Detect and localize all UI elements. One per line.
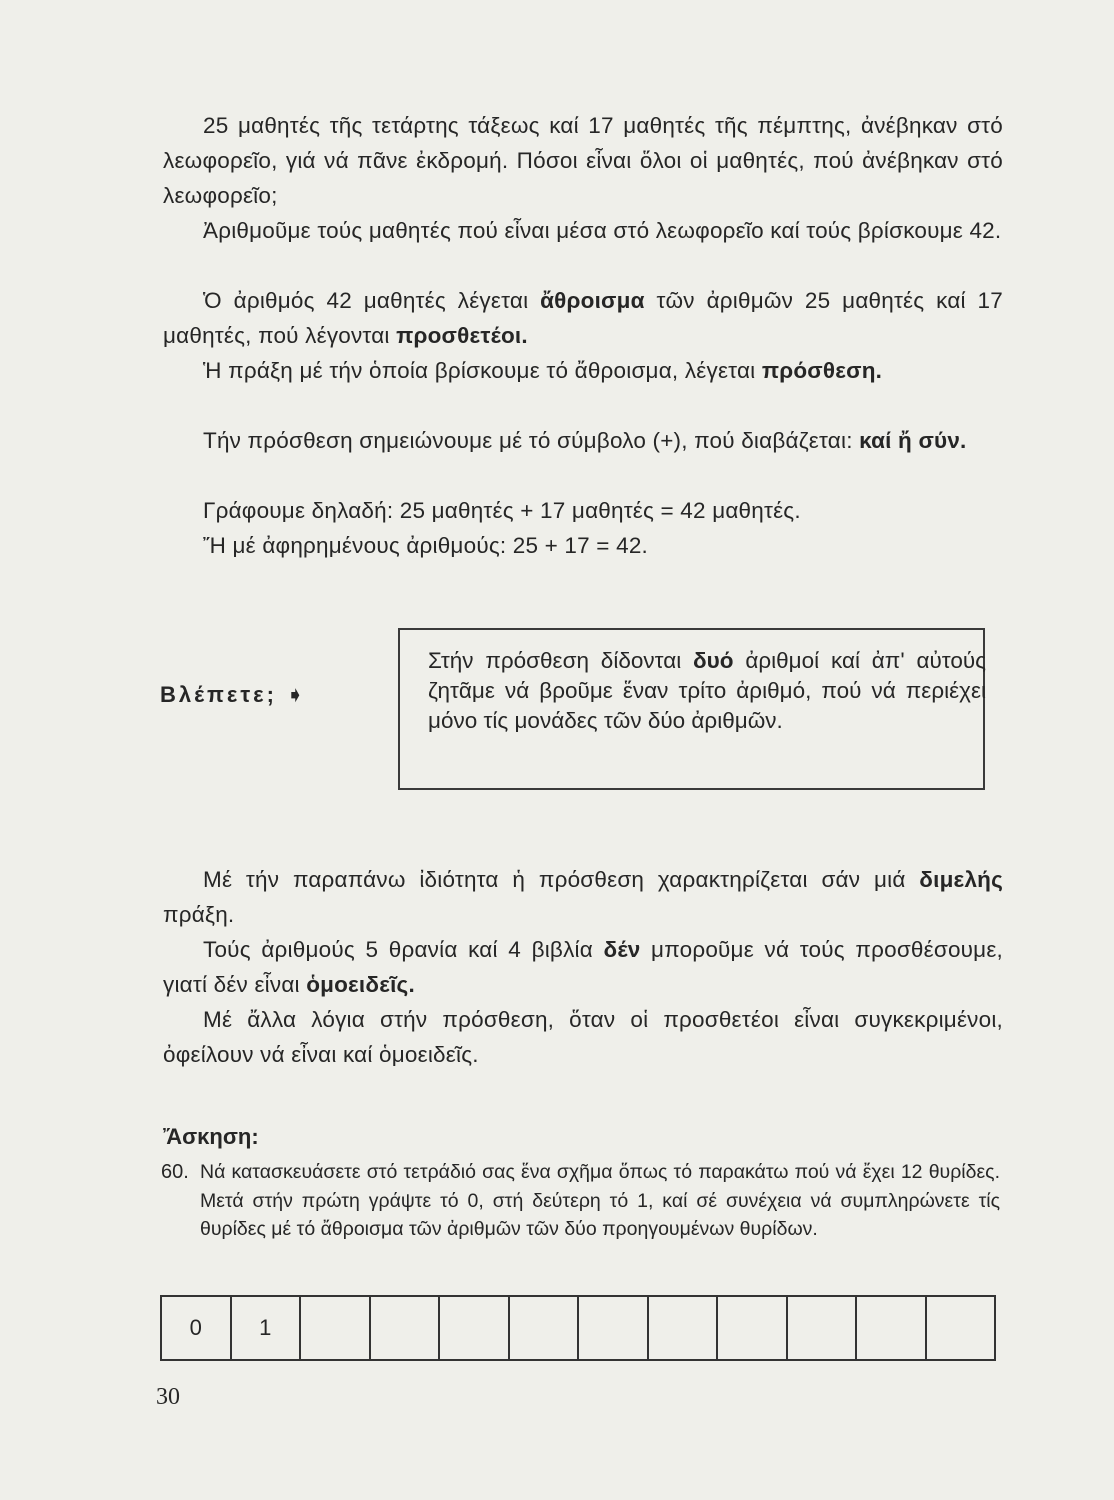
term-plus-reading: καί ἤ σύν. <box>859 428 967 453</box>
grid-cell <box>301 1297 371 1361</box>
counting-text: Ἀριθμοῦμε τούς μαθητές πού εἶναι μέσα στό λεωφορεῖο καί τούς βρίσκουμε 42. <box>203 218 1002 243</box>
example-abstract-text: Ἤ μέ ἀφηρημένους ἀριθμούς: 25 + 17 = 42. <box>203 533 648 558</box>
problem-text: 25 μαθητές τῆς τετάρτης τάξεως καί 17 μαθητές τῆς πέμπτης, ἀνέβηκαν στό λεωφορεῖο, γιά νά πᾶνε ἐκδρομή. Πόσοι εἶναι ὅλοι οἱ μαθητές, πού ἀνέβηκαν στό λεωφορεῖο; <box>163 113 1003 208</box>
grid-cell <box>371 1297 441 1361</box>
rule-text-1: Στήν πρόσθεση δίδονται <box>428 648 694 673</box>
look-label <box>160 682 307 708</box>
homog-text-2: μποροῦμε νά τούς προσθέσουμε, γιατί δέν εἶναι <box>163 937 1004 997</box>
plus-symbol-text: Τήν πρόσθεση σημειώνουμε μέ τό σύμβολο (+), πού διαβάζεται: <box>203 428 860 453</box>
exercise-grid <box>160 1295 996 1361</box>
term-binary: διμελής <box>919 867 1003 892</box>
concrete-addends-text: Μέ ἄλλα λόγια στήν πρόσθεση, ὅταν οἱ προσθετέοι εἶναι συγκεκριμένοι, ὀφείλουν νά εἶναι καί ὁμοειδεῖς. <box>163 1007 1003 1067</box>
rule-box-text <box>428 646 986 736</box>
paragraph-example-abstract <box>163 528 1003 563</box>
grid-cell: 0 <box>162 1297 232 1361</box>
rule-text-2: ἀριθμοί καί ἀπ' αὐτούς ζητᾶμε νά βροῦμε ἕναν τρίτο ἀριθμό, πού νά περιέχει μόνο τίς μονάδες τῶν δύο ἀριθμῶν. <box>428 648 986 733</box>
grid-cell <box>579 1297 649 1361</box>
paragraph-problem <box>163 108 1003 213</box>
paragraph-binary <box>163 862 1003 932</box>
example-concrete-text: Γράφουμε δηλαδή: 25 μαθητές + 17 μαθητές = 42 μαθητές. <box>203 498 801 523</box>
paragraph-counting <box>163 213 1003 248</box>
grid-cell <box>857 1297 927 1361</box>
exercise-text: Νά κατασκευάσετε στό τετράδιό σας ἕνα σχῆμα ὅπως τό παρακάτω πού νά ἔχει 12 θυρίδες. Μετά στήν πρώτη γράψτε τό 0, στή δεύτερη τό 1, καί σέ συνέχεια νά συμπληρώνετε τίς θυρίδες μέ τό ἄθροισμα τῶν ἀριθμῶν τῶν δύο προηγουμένων θυρίδων. <box>200 1161 1000 1240</box>
binary-text-2: πράξη. <box>163 902 235 927</box>
look-label-text: Βλέπετε; <box>160 682 277 707</box>
addition-def-text: Ἡ πράξη μέ τήν ὁποία βρίσκουμε τό ἄθροισμα, λέγεται <box>203 358 762 383</box>
page-number: 30 <box>156 1384 180 1410</box>
grid-cell: 1 <box>232 1297 302 1361</box>
exercise-title: Ἄσκηση: <box>163 1124 259 1149</box>
sum-def-text-1: Ὁ ἀριθμός 42 μαθητές λέγεται <box>203 288 541 313</box>
paragraph-example-concrete <box>163 493 1003 528</box>
exercise-number: 60. <box>161 1161 189 1183</box>
binary-text-1: Μέ τήν παραπάνω ἰδιότητα ἡ πρόσθεση χαρακτηρίζεται σάν μιά <box>203 867 920 892</box>
paragraph-addition-definition <box>163 353 1003 388</box>
grid-cell <box>649 1297 719 1361</box>
pointer-icon: ➧ <box>276 682 308 707</box>
grid-cell <box>440 1297 510 1361</box>
paragraph-sum-definition <box>163 283 1003 353</box>
paragraph-concrete-addends <box>163 1002 1003 1072</box>
term-two: δυό <box>693 648 734 673</box>
term-sum: ἄθροισμα <box>540 288 645 313</box>
grid-cell <box>927 1297 997 1361</box>
grid-cell <box>718 1297 788 1361</box>
paragraph-plus-symbol <box>163 423 1003 458</box>
paragraph-homogeneous <box>163 932 1003 1002</box>
term-homogeneous: ὁμοειδεῖς. <box>306 972 415 997</box>
term-not: δέν <box>603 937 641 962</box>
homog-text-1: Τούς ἀριθμούς 5 θρανία καί 4 βιβλία <box>203 937 604 962</box>
term-addends: προσθετέοι. <box>396 323 528 348</box>
term-addition: πρόσθεση. <box>761 358 883 383</box>
sum-def-text-2: τῶν ἀριθμῶν 25 μαθητές καί 17 μαθητές, πού λέγονται <box>163 288 1003 348</box>
grid-cell <box>788 1297 858 1361</box>
grid-cell <box>510 1297 580 1361</box>
